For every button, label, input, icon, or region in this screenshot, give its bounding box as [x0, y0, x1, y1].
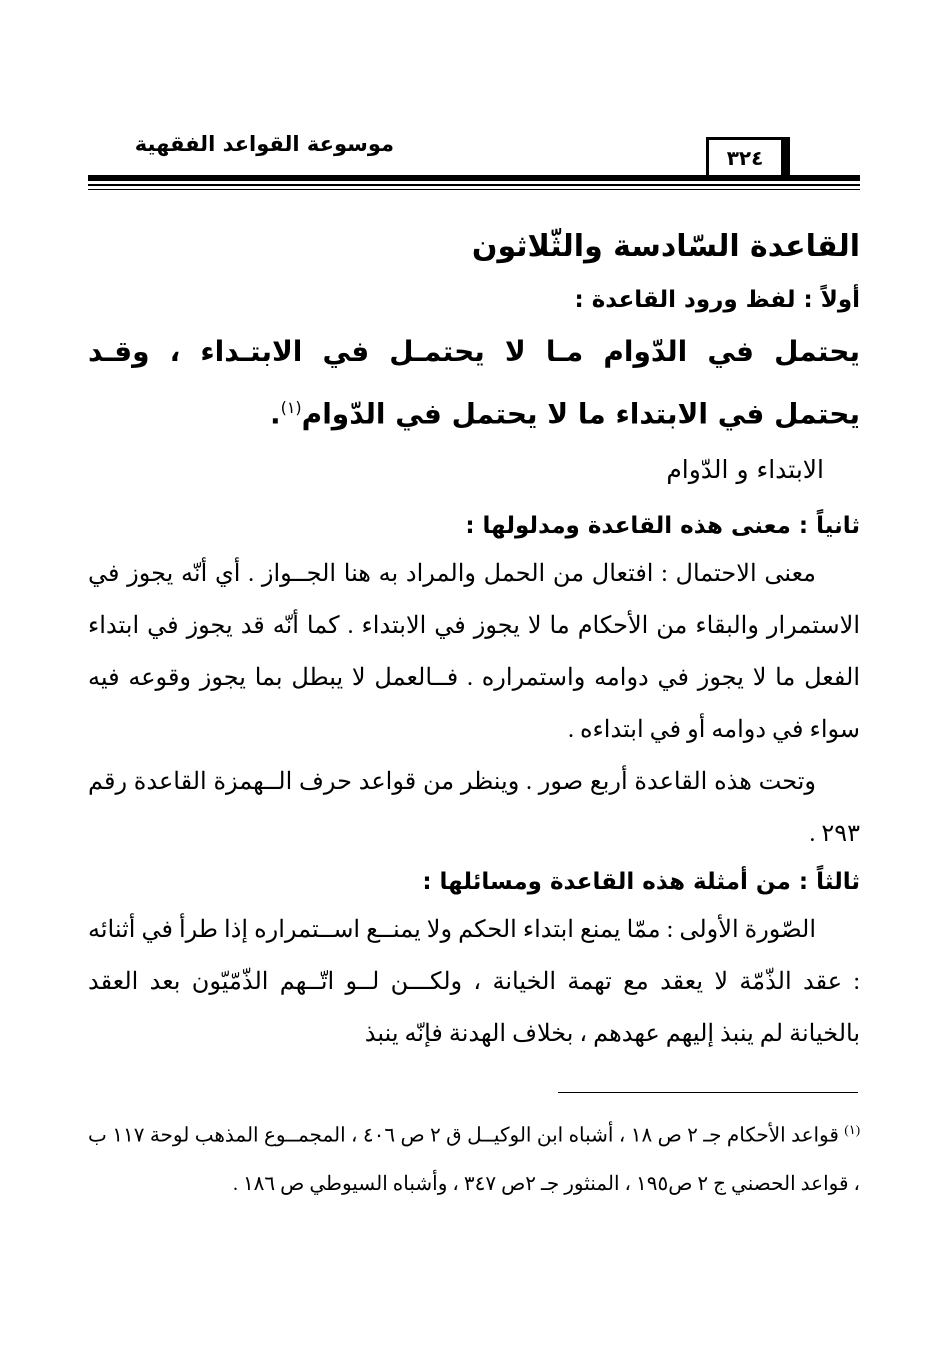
rule-text — [88, 324, 860, 442]
rule-text-body: يحتمل في الدّوام مـا لا يحتمـل في الابتـداء ، وقـد يحتمل في الابتداء ما لا يحتمل في الدّوام — [88, 335, 860, 431]
page-number-box-edge — [784, 137, 790, 179]
rule-title: القاعدة السّادسة والثّلاثون — [471, 229, 860, 264]
footnote-text: قواعد الأحكام جـ ٢ ص ١٨ ، أشباه ابن الوكيــل ق ٢ ص ٤٠٦ ، المجمــوع المذهب لوحة ١١٧ ب ، قواعد الحصني ج ٢ ص١٩٥ ، المنثور جـ ٢ص ٣٤٧ ، وأشباه السيوطي ص ١٨٦ . — [88, 1124, 860, 1195]
section-heading-wording: أولاً : لفظ ورود القاعدة : — [574, 287, 860, 313]
header-rule — [88, 175, 860, 181]
header-rule-hairline — [88, 189, 860, 190]
footnote-separator — [558, 1092, 858, 1093]
section-heading-meaning: ثانياً : معنى هذه القاعدة ومدلولها : — [465, 513, 860, 540]
rule-text-end: . — [269, 397, 281, 431]
paragraph-meaning: معنى الاحتمال : افتعال من الحمل والمراد به هنا الجــواز . أي أنّه يجوز في الاستمرار والبقاء من الأحكام ما لا يجوز في الابتداء . كما أنّه قد يجوز في ابتداء الفعل ما لا يجوز في دوامه واستمراره . فــالعمل لا يبطل بما يجوز وقوعه فيه سواء في دوامه أو في ابتداءه . — [88, 561, 860, 744]
page-number: ٣٢٤ — [706, 137, 784, 175]
footnotes — [88, 1106, 860, 1208]
section-heading-examples: ثالثاً : من أمثلة هذه القاعدة ومسائلها : — [422, 869, 860, 896]
footnote-item — [88, 1106, 860, 1208]
paragraph-cross-reference: وتحت هذه القاعدة أربع صور . وينظر من قواعد حرف الــهمزة القاعدة رقم ٢٩٣ . — [88, 769, 860, 848]
paragraph-first-form: الصّورة الأولى : ممّا يمنع ابتداء الحكم ولا يمنــع اســتمراره إذا طرأ في أثنائه : عقد الذّمّة لا يعقد مع تهمة الخيانة ، ولكـــن لــو اتّــهم الذّمّيّون بعد العقد بالخيانة لم ينبذ إليهم عهدهم ، بخلاف الهدنة فإنّه ينبذ — [88, 917, 860, 1048]
main-content — [88, 222, 860, 1060]
running-header-title: موسوعة القواعد الفقهية — [134, 132, 394, 156]
footnote-ref[interactable]: (١) — [280, 398, 302, 417]
footnote-marker: (١) — [844, 1122, 861, 1137]
header-rule-thin — [88, 184, 860, 186]
rule-keywords: الابتداء و الدّوام — [666, 455, 824, 485]
